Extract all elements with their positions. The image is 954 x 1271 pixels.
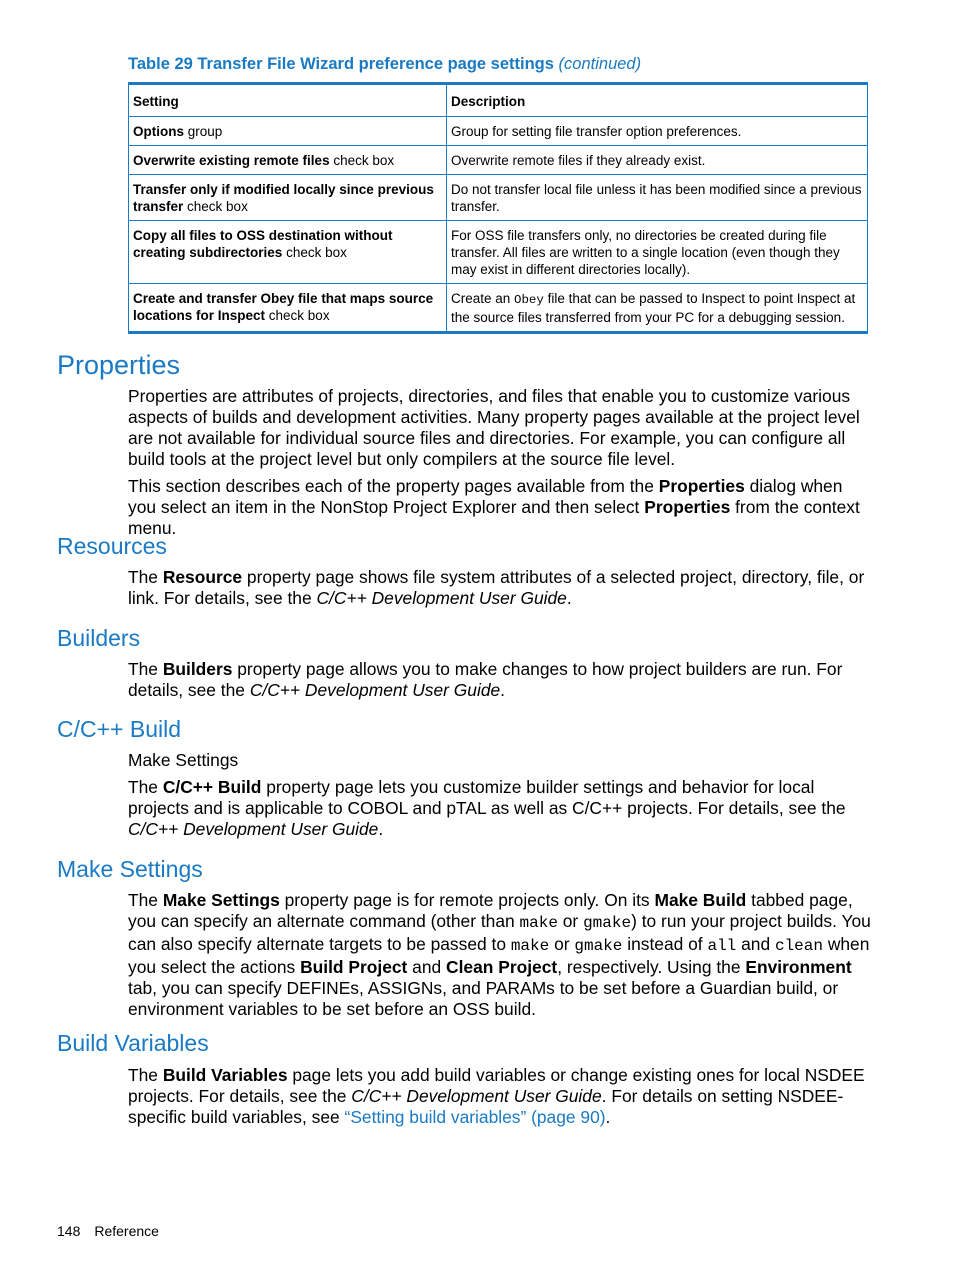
text: property page allows you to make changes to how project builders are run. For details, see the bbox=[128, 659, 843, 700]
heading-make-settings: Make Settings bbox=[57, 856, 203, 882]
setting-name: Overwrite existing remote files bbox=[133, 153, 330, 168]
text: when you select the actions bbox=[128, 934, 870, 977]
resources-paragraph bbox=[128, 567, 873, 609]
text: or bbox=[549, 934, 575, 954]
text: The bbox=[128, 890, 163, 910]
code-gmake: gmake bbox=[583, 914, 632, 932]
text: . For details on setting NSDEE-specific build variables, see bbox=[128, 1086, 844, 1127]
ui-term-cpp-build: C/C++ Build bbox=[162, 777, 262, 797]
text: . bbox=[500, 680, 506, 700]
setting-cell bbox=[129, 221, 447, 284]
heading-properties: Properties bbox=[57, 350, 181, 380]
settings-table bbox=[128, 82, 868, 334]
ui-term-make-build: Make Build bbox=[654, 890, 747, 910]
ui-term-properties: Properties bbox=[644, 497, 731, 517]
setting-cell bbox=[129, 175, 447, 221]
build-variables-paragraph bbox=[128, 1065, 873, 1128]
code-make: make bbox=[519, 914, 558, 932]
table-row bbox=[129, 146, 868, 175]
code-gmake: gmake bbox=[574, 937, 623, 955]
code-clean: clean bbox=[774, 937, 823, 955]
code-obey: Obey bbox=[514, 293, 544, 307]
table-header-row bbox=[129, 84, 868, 117]
table-row bbox=[129, 284, 868, 333]
setting-name: Create and transfer Obey file that maps source locations for Inspect bbox=[133, 291, 434, 323]
table-caption-continued: (continued) bbox=[558, 55, 642, 73]
text: from the context menu. bbox=[128, 497, 860, 538]
description-text: file that can be passed to Inspect to point Inspect at the source files transferred from your PC for a debugging session. bbox=[451, 291, 856, 325]
heading-builders: Builders bbox=[57, 625, 141, 651]
setting-type: check box bbox=[183, 199, 248, 214]
book-title: C/C++ Development User Guide bbox=[128, 819, 379, 839]
setting-name: Copy all files to OSS destination without creating subdirectories bbox=[133, 228, 393, 260]
setting-cell bbox=[129, 117, 447, 146]
setting-name: Options bbox=[133, 124, 184, 139]
text: instead of bbox=[622, 934, 708, 954]
ui-term-resource: Resource bbox=[162, 567, 243, 587]
description-cell: Do not transfer local file unless it has been modified since a previous transfer. bbox=[447, 175, 868, 221]
builders-paragraph bbox=[128, 659, 873, 701]
text: or bbox=[557, 911, 584, 931]
text: This section describes each of the property pages available from the bbox=[128, 476, 659, 496]
properties-paragraph-2 bbox=[128, 476, 873, 539]
table-row bbox=[129, 175, 868, 221]
ui-term-clean-project: Clean Project bbox=[446, 957, 558, 977]
text: and bbox=[407, 957, 447, 977]
text: property page is for remote projects only. On its bbox=[279, 890, 655, 910]
text: The bbox=[128, 1065, 163, 1085]
ui-term-build-project: Build Project bbox=[300, 957, 408, 977]
text: . bbox=[378, 819, 384, 839]
table-row bbox=[129, 117, 868, 146]
ui-term-environment: Environment bbox=[745, 957, 852, 977]
page-footer bbox=[57, 1223, 159, 1239]
ui-term-make-settings: Make Settings bbox=[162, 890, 280, 910]
ui-term-builders: Builders bbox=[162, 659, 233, 679]
footer-section: Reference bbox=[94, 1223, 159, 1239]
text: tabbed page, you can specify an alternate command (other than bbox=[128, 890, 853, 931]
setting-cell bbox=[129, 284, 447, 333]
setting-type: group bbox=[184, 124, 223, 139]
code-all: all bbox=[707, 937, 737, 955]
description-cell: Overwrite remote files if they already exist. bbox=[447, 146, 868, 175]
text: dialog when you select an item in the NonStop Project Explorer and then select bbox=[128, 476, 843, 517]
text: The bbox=[128, 567, 163, 587]
text: and bbox=[736, 934, 775, 954]
setting-type: check box bbox=[329, 153, 395, 168]
ui-term-build-variables: Build Variables bbox=[162, 1065, 288, 1085]
table-row bbox=[129, 221, 868, 284]
heading-build-variables: Build Variables bbox=[57, 1030, 209, 1056]
text: . bbox=[566, 588, 572, 608]
text: . bbox=[605, 1107, 611, 1127]
cpp-build-subheading: Make Settings bbox=[128, 750, 239, 770]
text: ) to run your project builds. You can also specify alternate targets to be passed to bbox=[128, 911, 871, 954]
description-cell: For OSS file transfers only, no directories be created during file transfer. All files are written to a single location (even though they may exist in different directories locally). bbox=[447, 221, 868, 284]
heading-cpp-build: C/C++ Build bbox=[57, 716, 182, 742]
setting-name: Transfer only if modified locally since previous transfer bbox=[133, 182, 434, 214]
description-text: Create an bbox=[451, 291, 515, 306]
make-settings-paragraph bbox=[128, 890, 873, 1020]
properties-paragraph-1: Properties are attributes of projects, directories, and files that enable you to customize various aspects of builds and development activities. Many property pages available at the project level are not available for individual source files and directories. For example, you can configure all build tools at the project level but only compilers at the source file level. bbox=[128, 386, 860, 469]
page-number: 148 bbox=[57, 1223, 81, 1239]
ui-term-properties: Properties bbox=[658, 476, 745, 496]
column-header-setting: Setting bbox=[129, 84, 447, 117]
book-title: C/C++ Development User Guide bbox=[316, 588, 567, 608]
table-caption-title: Table 29 Transfer File Wizard preference page settings bbox=[128, 55, 554, 73]
setting-type: check box bbox=[282, 245, 347, 260]
text: The bbox=[128, 777, 163, 797]
column-header-description: Description bbox=[447, 84, 868, 117]
book-title: C/C++ Development User Guide bbox=[351, 1086, 602, 1106]
setting-type: check box bbox=[265, 308, 330, 323]
setting-cell bbox=[129, 146, 447, 175]
description-cell: Group for setting file transfer option preferences. bbox=[447, 117, 868, 146]
cross-reference-link[interactable]: “Setting build variables” (page 90) bbox=[344, 1107, 606, 1127]
description-cell bbox=[447, 284, 868, 333]
text: property page shows file system attributes of a selected project, directory, file, or link. For details, see the bbox=[128, 567, 865, 608]
text: , respectively. Using the bbox=[557, 957, 746, 977]
table-caption bbox=[128, 55, 641, 74]
text: The bbox=[128, 659, 163, 679]
text: tab, you can specify DEFINEs, ASSIGNs, and PARAMs to be set before a Guardian build, or environment variables to be set before an OSS build. bbox=[128, 978, 839, 1019]
book-title: C/C++ Development User Guide bbox=[249, 680, 501, 700]
heading-resources: Resources bbox=[57, 533, 167, 559]
cpp-build-paragraph bbox=[128, 777, 873, 840]
code-make: make bbox=[510, 937, 550, 955]
text: property page lets you customize builder settings and behavior for local projects and is applicable to COBOL and pTAL as well as C/C++ projects. For details, see the bbox=[128, 777, 846, 818]
text: page lets you add build variables or change existing ones for local NSDEE projects. For details, see the bbox=[128, 1065, 865, 1106]
